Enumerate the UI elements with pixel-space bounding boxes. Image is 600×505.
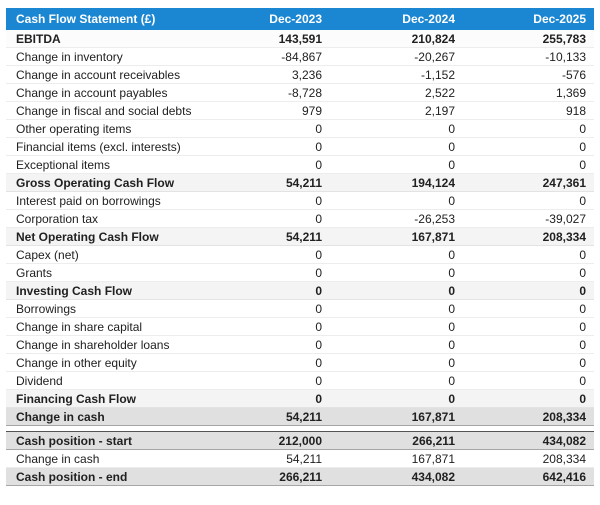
row-value: 0 — [197, 282, 330, 300]
row-label: Net Operating Cash Flow — [6, 228, 197, 246]
table-header — [6, 8, 594, 30]
table-row — [6, 66, 594, 84]
row-label: Corporation tax — [6, 210, 197, 228]
header-row — [6, 8, 594, 30]
row-value: 0 — [197, 156, 330, 174]
table-row — [6, 390, 594, 408]
row-value: 54,211 — [197, 450, 330, 468]
row-value: 1,369 — [463, 84, 594, 102]
row-value: 979 — [197, 102, 330, 120]
row-value: 0 — [197, 138, 330, 156]
row-value: 0 — [197, 300, 330, 318]
row-value: 0 — [330, 264, 463, 282]
table-row — [6, 264, 594, 282]
table-row — [6, 102, 594, 120]
row-label: Change in account payables — [6, 84, 197, 102]
table-row — [6, 174, 594, 192]
row-value: -20,267 — [330, 48, 463, 66]
table-row — [6, 120, 594, 138]
table-row — [6, 228, 594, 246]
row-label: Interest paid on borrowings — [6, 192, 197, 210]
row-value: 0 — [330, 318, 463, 336]
row-value: 0 — [463, 138, 594, 156]
row-value: 266,211 — [330, 432, 463, 450]
row-value: 0 — [330, 120, 463, 138]
row-label: Change in fiscal and social debts — [6, 102, 197, 120]
row-value: 0 — [330, 156, 463, 174]
row-value: 0 — [330, 282, 463, 300]
row-label: Change in cash — [6, 450, 197, 468]
table-row — [6, 30, 594, 48]
table-body — [6, 30, 594, 486]
row-value: 0 — [197, 120, 330, 138]
row-value: 0 — [330, 336, 463, 354]
row-value: 0 — [197, 192, 330, 210]
row-value: 0 — [463, 372, 594, 390]
cash-flow-table — [6, 8, 594, 486]
table-title: Cash Flow Statement (£) — [6, 8, 197, 30]
row-value: 0 — [463, 282, 594, 300]
table-row — [6, 432, 594, 450]
row-value: 0 — [197, 318, 330, 336]
column-header-dec-2023: Dec-2023 — [197, 8, 330, 30]
row-label: Exceptional items — [6, 156, 197, 174]
row-label: EBITDA — [6, 30, 197, 48]
row-value: 0 — [330, 354, 463, 372]
row-value: 54,211 — [197, 228, 330, 246]
row-label: Dividend — [6, 372, 197, 390]
row-value: -8,728 — [197, 84, 330, 102]
row-value: 434,082 — [330, 468, 463, 486]
row-value: 266,211 — [197, 468, 330, 486]
row-value: 0 — [197, 264, 330, 282]
row-value: -1,152 — [330, 66, 463, 84]
table-row — [6, 246, 594, 264]
table-row — [6, 210, 594, 228]
row-value: 212,000 — [197, 432, 330, 450]
row-label: Financial items (excl. interests) — [6, 138, 197, 156]
row-value: 0 — [463, 300, 594, 318]
table-row — [6, 468, 594, 486]
table-row — [6, 138, 594, 156]
row-label: Other operating items — [6, 120, 197, 138]
row-value: -84,867 — [197, 48, 330, 66]
row-value: 642,416 — [463, 468, 594, 486]
row-value: 0 — [463, 318, 594, 336]
row-label: Change in inventory — [6, 48, 197, 66]
row-label: Change in shareholder loans — [6, 336, 197, 354]
row-value: 0 — [463, 246, 594, 264]
row-value: 0 — [197, 354, 330, 372]
row-label: Investing Cash Flow — [6, 282, 197, 300]
column-header-dec-2025: Dec-2025 — [463, 8, 594, 30]
table-row — [6, 372, 594, 390]
row-value: 208,334 — [463, 228, 594, 246]
row-value: -39,027 — [463, 210, 594, 228]
row-label: Grants — [6, 264, 197, 282]
row-value: 194,124 — [330, 174, 463, 192]
row-value: 0 — [330, 390, 463, 408]
row-label: Change in cash — [6, 408, 197, 426]
row-value: 0 — [463, 156, 594, 174]
row-value: 0 — [197, 210, 330, 228]
row-value: 2,522 — [330, 84, 463, 102]
row-value: 434,082 — [463, 432, 594, 450]
row-value: 143,591 — [197, 30, 330, 48]
row-value: 0 — [463, 390, 594, 408]
row-label: Gross Operating Cash Flow — [6, 174, 197, 192]
row-value: 0 — [463, 120, 594, 138]
row-label: Cash position - start — [6, 432, 197, 450]
row-value: 3,236 — [197, 66, 330, 84]
row-label: Capex (net) — [6, 246, 197, 264]
row-label: Cash position - end — [6, 468, 197, 486]
row-value: 54,211 — [197, 174, 330, 192]
row-value: 0 — [463, 264, 594, 282]
row-label: Borrowings — [6, 300, 197, 318]
row-value: -576 — [463, 66, 594, 84]
row-value: 255,783 — [463, 30, 594, 48]
row-value: 208,334 — [463, 408, 594, 426]
row-label: Financing Cash Flow — [6, 390, 197, 408]
row-value: 210,824 — [330, 30, 463, 48]
row-value: 208,334 — [463, 450, 594, 468]
table-row — [6, 318, 594, 336]
row-value: 2,197 — [330, 102, 463, 120]
row-value: 167,871 — [330, 228, 463, 246]
row-value: 167,871 — [330, 408, 463, 426]
row-value: 0 — [463, 192, 594, 210]
row-value: 0 — [197, 336, 330, 354]
row-value: 0 — [197, 372, 330, 390]
row-label: Change in account receivables — [6, 66, 197, 84]
table-row — [6, 84, 594, 102]
row-value: 0 — [197, 246, 330, 264]
row-value: 247,361 — [463, 174, 594, 192]
table-row — [6, 354, 594, 372]
row-value: 0 — [330, 192, 463, 210]
row-value: -10,133 — [463, 48, 594, 66]
row-value: 0 — [330, 246, 463, 264]
row-value: 0 — [330, 138, 463, 156]
row-label: Change in other equity — [6, 354, 197, 372]
table-row — [6, 156, 594, 174]
row-value: 0 — [330, 372, 463, 390]
row-value: 54,211 — [197, 408, 330, 426]
table-row — [6, 282, 594, 300]
row-value: 0 — [197, 390, 330, 408]
row-value: 167,871 — [330, 450, 463, 468]
table-row — [6, 450, 594, 468]
row-value: 0 — [330, 300, 463, 318]
column-header-dec-2024: Dec-2024 — [330, 8, 463, 30]
table-row — [6, 192, 594, 210]
table-row — [6, 300, 594, 318]
row-value: 0 — [463, 336, 594, 354]
table-row — [6, 408, 594, 426]
table-row — [6, 336, 594, 354]
row-label: Change in share capital — [6, 318, 197, 336]
table-row — [6, 48, 594, 66]
row-value: -26,253 — [330, 210, 463, 228]
row-value: 918 — [463, 102, 594, 120]
row-value: 0 — [463, 354, 594, 372]
